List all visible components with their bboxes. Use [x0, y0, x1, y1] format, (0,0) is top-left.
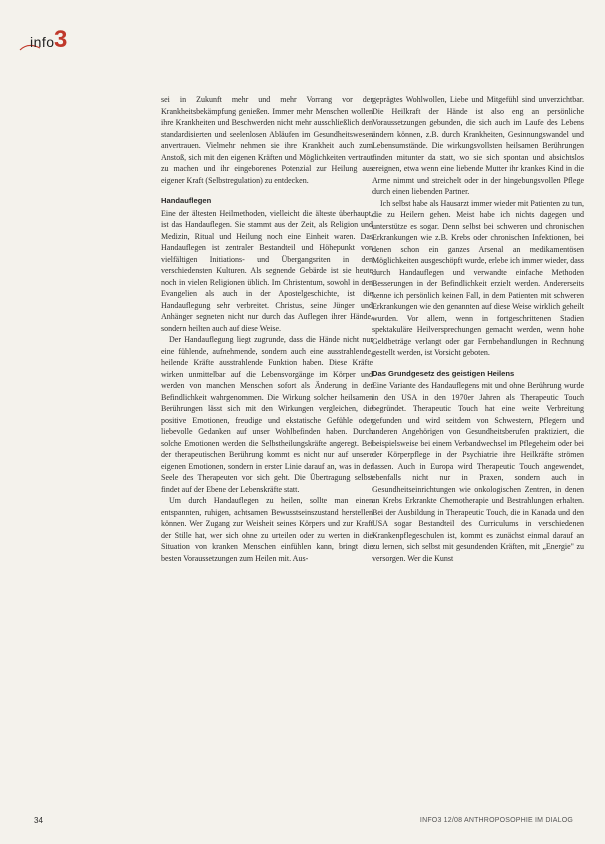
paragraph: Ich selbst habe als Hausarzt immer wieder mit Patienten zu tun, die zu Heilern gehen. Meist habe ich nichts dagegen und unterstütze es sogar. Denn selbst bei schweren und chronischen Erkrankungen wie z.B. Krebs oder chronischen Infektionen, bei denen schon ein ganzes Arsenal an medikamentösen Möglichkeiten ausgeschöpft wurde, erlebe ich immer wieder, dass durch Handauflegen und verwandte einfache Methoden Besserungen in der Befindlichkeit erzielt werden. Andererseits kenne ich persönlich keinen Fall, in dem Patienten mit schweren Erkrankungen wie den genannten auf diese Weise wirklich geheilt wurden. Vor allem, wenn in fortgeschrittenen Stadien spektakuläre Heilversprechungen gemacht werden, wenn hohe Geldbeträge verlangt oder gar Fernbehandlungen in Rechnung gestellt werden, ist Vorsicht geboten. — [372, 198, 584, 357]
article-column-right — [372, 94, 584, 564]
logo-number: 3 — [54, 26, 68, 53]
paragraph: Um durch Handauflegen zu heilen, sollte man einen entspannten, ruhigen, achtsamen Bewusstseinszustand herstellen können. Wer Zugang zur Weisheit seines Körpers und zur Kraft der Stille hat, wer sich ohne zu urteilen oder zu werten in die Situation von kranken Menschen einfühlen kann, bringt die besten Voraussetzungen zum Heilen mit. Aus- — [161, 496, 373, 563]
paragraph: geprägtes Wohlwollen, Liebe und Mitgefühl sind unverzichtbar. Die Heilkraft der Hände ist also eng an persönliche Voraussetzungen gebunden, die sich auch im Laufe des Lebens ändern können, z.B. durch Krankheiten, Gesinnungswandel und Lebensumstände. Die wirkungsvollsten heilsamen Berührungen finden mitunter da statt, wo sie sich spontan und absichtslos ereignen, etwa wenn eine liebende Mutter ihr krankes Kind in die Arme nimmt und streichelt oder in der hingebungsvollen Pflege durch einen liebenden Partner. — [372, 95, 584, 196]
paragraph: Der Handauflegung liegt zugrunde, dass die Hände nicht nur eine fühlende, aufnehmende, sondern auch eine ausstrahlende, heilende Kräfte ausstrahlende Funktion haben. Diese Kräfte wirken unmittelbar auf die Lebensvorgänge im Körper und werden von manchen Menschen sofort als Änderung in der Befindlichkeit wahrgenommen. Die Wirkung solcher heilsamen Berührungen lässt sich mit den Wirkungen vergleichen, die positive Emotionen, freudige und ekstatische Gefühle oder liebevolle Gedanken auf unser Wohlbefinden haben. Durch solche Emotionen werden die Selbstheilungskräfte angeregt. Bei der therapeutischen Berührung kommt es nicht nur auf unsere eigenen Emotionen, sondern in erster Linie darauf an, was in der Seele des Therapeuten vor sich geht. Die Übertragung selbst findet auf der Ebene der Lebenskräfte statt. — [161, 335, 373, 494]
magazine-logo — [18, 28, 78, 68]
logo-text: info — [30, 34, 55, 50]
section-heading: Handauflegen — [161, 196, 212, 205]
publication-info: INFO3 12/08 ANTHROPOSOPHIE IM DIALOG — [419, 817, 573, 824]
paragraph: Eine der ältesten Heilmethoden, vielleicht die älteste überhaupt, ist das Handauflegen. Sie stammt aus der Zeit, als Religion und Medizin, Ritual und Heilung noch eine Einheit waren. Das Handauflegen ist zentraler Bestandteil und Höhepunkt von vielfältigen Initiations- und Übergangsriten in den verschiedensten Kulturen. Als segnende Gebärde ist sie heute noch in vielen Religionen üblich. Im Christentum, sowohl in den Evangelien als auch in der Apostelgeschichte, ist die Handauflegung sehr verbreitet. Christus, seine Jünger und Anhänger segneten nicht nur durch das Auflegen ihrer Hände, sondern heilten auch auf diese Weise. — [161, 208, 373, 333]
paragraph: Eine Variante des Handauflegens mit und ohne Berührung wurde in den USA in den 1970er Jahren als Therapeutic Touch begründet. Therapeutic Touch hat eine weite Verbreitung gefunden und wird seitdem von Schwestern, Pflegern und anderen Angehörigen von Gesundheitsberufen praktiziert, die beispielsweise bei einem Verbandwechsel im Pflegeheim oder bei der Körperpflege in der Psychiatrie ihre Heilkräfte strömen lassen. Auch in Europa wird Therapeutic Touch angewendet, ebenfalls nicht nur in Praxen, sondern auch in Gesundheitseinrichtungen wie onkologischen Zentren, in denen an Krebs Erkrankte Chemotherapie und Bestrahlungen erhalten. Bei der Ausbildung in Therapeutic Touch, die in Kanada und den USA sogar Bestandteil des Curriculums in verschiedenen Krankenpflegeschulen ist, kommt es zunächst einmal darauf an zu lernen, sich selbst mit gesundenden Kräften, mit „Energie" zu versorgen. Wer die Kunst — [372, 381, 584, 563]
article-column-left — [161, 94, 373, 564]
page-number: 34 — [34, 816, 43, 825]
paragraph: sei in Zukunft mehr und mehr Vorrang vor der Krankheitsbekämpfung genießen. Immer mehr Menschen wollen ihre Krankheiten und Beschwerden nicht mehr ausschließlich den standardisierten und seelenlosen Abläufen im Gesundheitswesen anvertrauen. Vielmehr nehmen sie ihre Krankheit auch zum Anstoß, sich mit den eigenen Kräften und Möglichkeiten vertraut zu machen und ihr eingeborenes Potenzial zur Heilung aus eigener Kraft (Selbstregulation) zu entdecken. — [161, 95, 373, 185]
section-heading: Das Grundgesetz des geistigen Heilens — [372, 368, 515, 378]
page-footer — [0, 816, 605, 830]
